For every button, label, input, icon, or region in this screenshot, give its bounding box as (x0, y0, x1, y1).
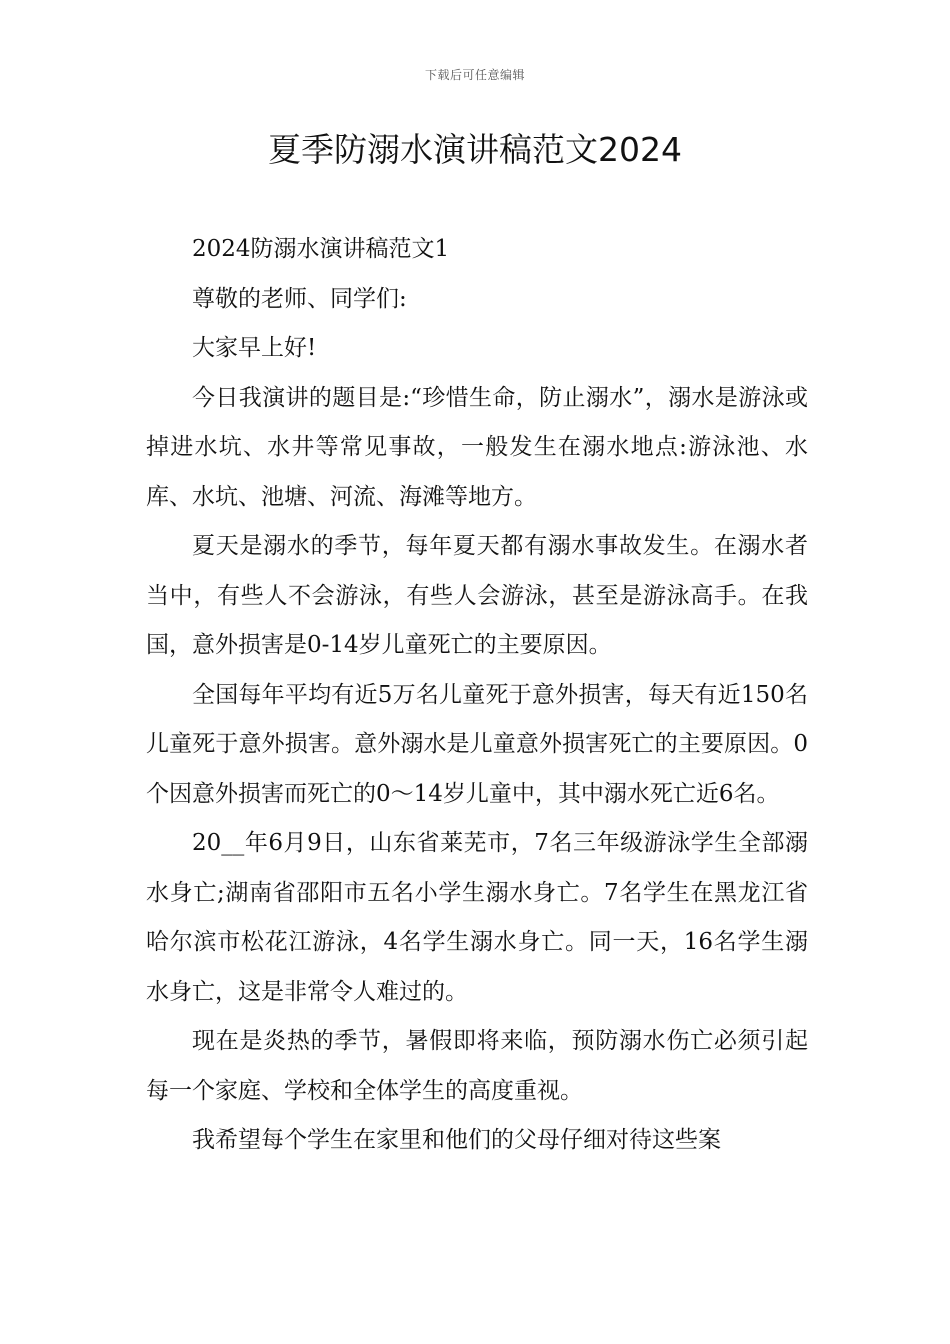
header-note: 下载后可任意编辑 (424, 68, 525, 82)
salutation-paragraph: 尊敬的老师、同学们: (192, 285, 407, 312)
body-paragraph: 全国每年平均有近5万名儿童死于意外损害，每天有近150名儿童死于意外损害。意外溺水是儿童意外损害死亡的主要原因。0个因意外损害而死亡的0～14岁儿童中，其中溺水死亡近6名。 (146, 681, 808, 807)
body-paragraph: 20__年6月9日，山东省莱芜市，7名三年级游泳学生全部溺水身亡;湖南省邵阳市五名小学生溺水身亡。7名学生在黑龙江省哈尔滨市松花江游泳，4名学生溺水身亡。同一天，16名学生溺水身亡，这是非常令人难过的。 (146, 830, 808, 1005)
body-paragraph: 现在是炎热的季节，暑假即将来临，预防溺水伤亡必须引起每一个家庭、学校和全体学生的高度重视。 (146, 1028, 808, 1104)
body-paragraph: 夏天是溺水的季节，每年夏天都有溺水事故发生。在溺水者当中，有些人不会游泳，有些人会游泳，甚至是游泳高手。在我国，意外损害是0-14岁儿童死亡的主要原因。 (146, 533, 808, 658)
document-body (146, 225, 808, 1166)
body-paragraph: 我希望每个学生在家里和他们的父母仔细对待这些案 (192, 1127, 721, 1153)
body-paragraph: 今日我演讲的题目是:“珍惜生命，防止溺水”，溺水是游泳或掉进水坑、水井等常见事故，一般发生在溺水地点:游泳池、水库、水坑、池塘、河流、海滩等地方。 (146, 384, 808, 510)
document-title: 夏季防溺水演讲稿范文2024 (268, 130, 682, 169)
greeting-paragraph: 大家早上好! (192, 335, 317, 361)
subtitle-paragraph: 2024防溺水演讲稿范文1 (192, 236, 450, 262)
